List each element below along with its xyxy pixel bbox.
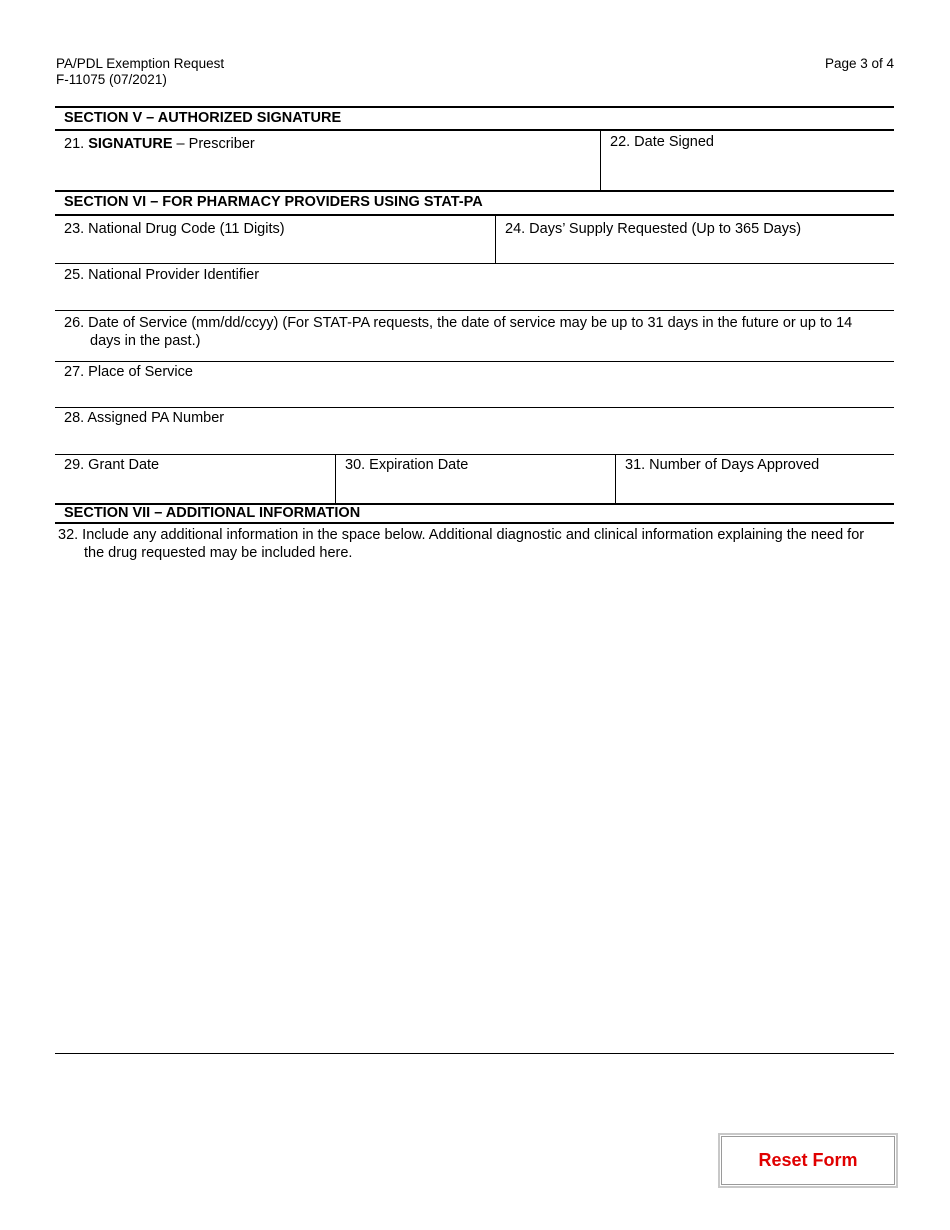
days-approved-label: 31. Number of Days Approved [625,457,820,473]
date-of-service-row [55,311,894,362]
signature-label-bold: SIGNATURE [88,136,173,152]
divider [55,1053,894,1054]
place-of-service-label: 27. Place of Service [64,364,193,380]
npi-label: 25. National Provider Identifier [64,267,260,283]
date-signed-label: 22. Date Signed [610,134,714,150]
ndc-label: 23. National Drug Code (11 Digits) [64,221,285,237]
date-of-service-field[interactable] [55,311,894,361]
section-v-title: SECTION V – AUTHORIZED SIGNATURE [55,106,894,131]
days-supply-label: 24. Days’ Supply Requested (Up to 365 Days) [505,221,802,237]
grant-row [55,455,894,503]
additional-info-field[interactable] [55,566,894,1036]
reset-form-button[interactable]: Reset Form [718,1133,898,1188]
npi-row [55,264,894,311]
additional-info-label: 32. Include any additional information in the space below. Additional diagnostic and clinical information explaining the need for the drug requested may be included here. [58,527,865,561]
days-approved-field[interactable] [615,455,894,503]
date-of-service-label: 26. Date of Service (mm/dd/ccyy) (For STAT-PA requests, the date of service may be up to 31 days in the future or up to 14 days in the past.) [64,315,853,349]
signature-field[interactable] [55,131,600,190]
grant-date-field[interactable] [55,455,335,503]
grant-date-label: 29. Grant Date [64,457,160,473]
signature-row [55,131,894,191]
form-header [56,56,224,88]
form-body [55,106,894,1036]
section-vi-title: SECTION VI – FOR PHARMACY PROVIDERS USING STAT-PA [55,191,894,216]
form-name: PA/PDL Exemption Request [56,56,225,71]
signature-number: 21. [64,136,85,152]
expiration-date-field[interactable] [335,455,615,503]
pa-number-row [55,408,894,455]
form-number: F-11075 (07/2021) [56,72,167,87]
ndc-field[interactable] [55,216,495,263]
pa-number-field[interactable] [55,408,894,454]
ndc-row [55,216,894,264]
place-of-service-row [55,362,894,408]
days-supply-field[interactable] [495,216,894,263]
expiration-date-label: 30. Expiration Date [345,457,469,473]
date-signed-field[interactable] [600,131,894,190]
pa-number-label: 28. Assigned PA Number [64,410,225,426]
section-vii-title: SECTION VII – ADDITIONAL INFORMATION [55,503,894,524]
signature-label-rest: – Prescriber [172,136,255,152]
place-of-service-field[interactable] [55,362,894,407]
page-number: Page 3 of 4 [824,56,894,71]
npi-field[interactable] [55,264,894,310]
